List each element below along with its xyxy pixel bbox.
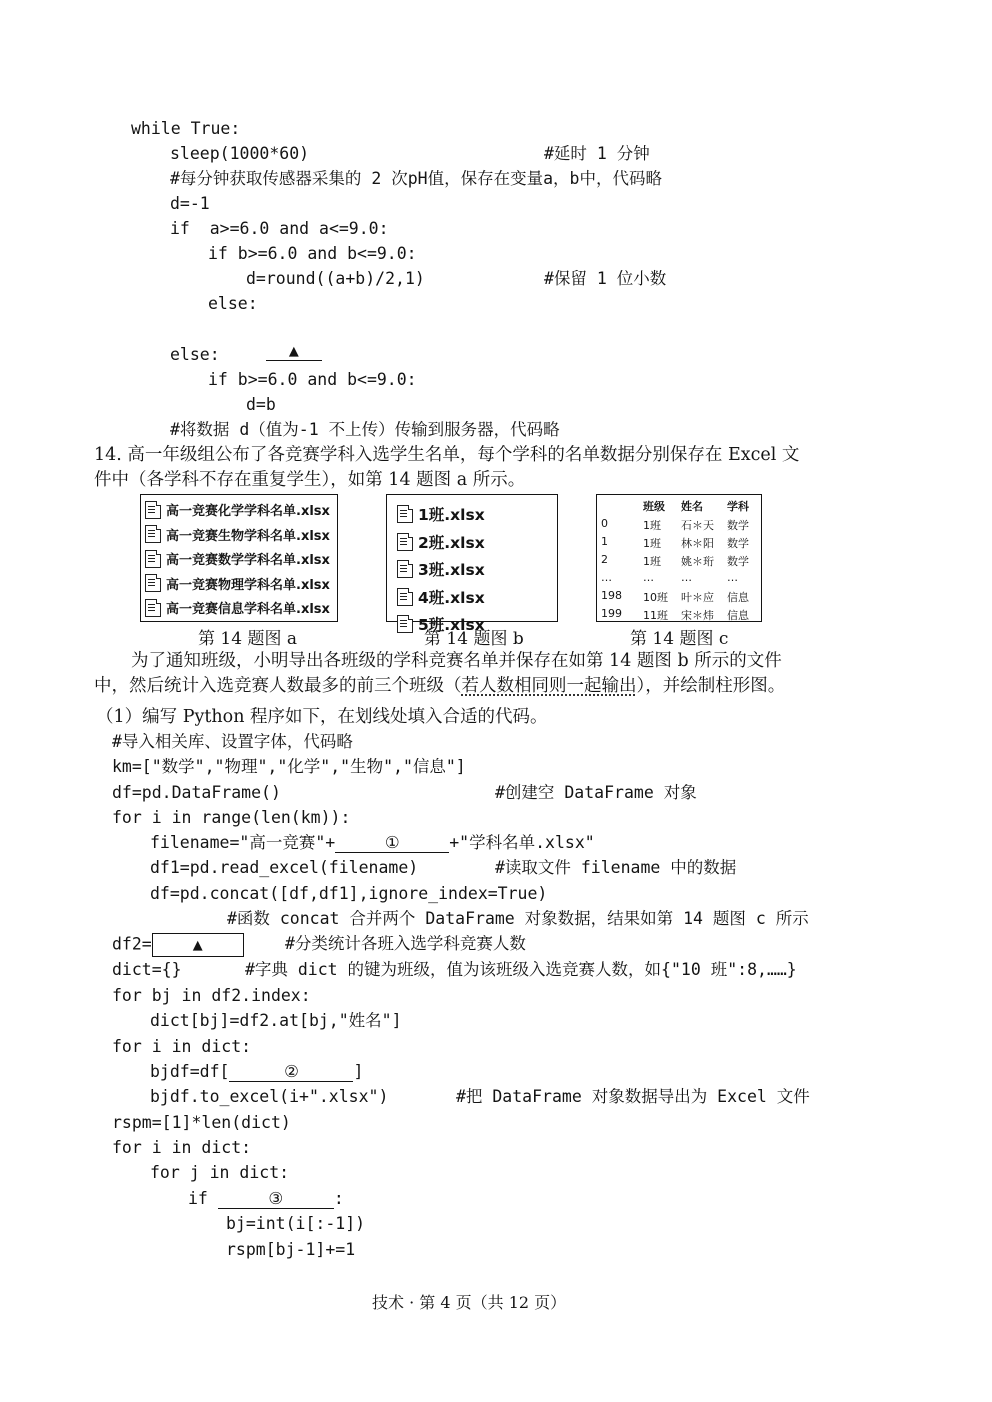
code-comment: #函数 concat 合并两个 DataFrame 对象数据，结果如第 14 题图 c 所示 (227, 909, 809, 928)
code-line-blank-3: if ③ : (188, 1189, 344, 1208)
table-cell: 信息 (727, 591, 749, 604)
excel-file-item: 5班.xlsx (397, 613, 485, 635)
code-line: while True: (131, 119, 241, 138)
table-cell: 1 (601, 535, 608, 548)
code-comment: #创建空 DataFrame 对象 (495, 783, 697, 802)
table-cell: … (727, 571, 738, 584)
table-cell: 10班 (643, 591, 668, 604)
excel-file-item: 高一竞赛数学学科名单.xlsx (145, 549, 330, 568)
table-cell: … (643, 571, 654, 584)
code-comment: #把 DataFrame 对象数据导出为 Excel 文件 (456, 1087, 810, 1106)
table-cell: 宋＊炜 (681, 609, 714, 622)
excel-file-item: 高一竞赛信息学科名单.xlsx (145, 598, 330, 617)
figure-c-dataframe-table (596, 494, 762, 622)
excel-file-item: 高一竞赛物理学科名单.xlsx (145, 574, 330, 593)
table-cell: 数学 (727, 555, 749, 568)
table-cell: 姚＊珩 (681, 555, 714, 568)
excel-file-icon (145, 599, 161, 617)
code-line: km=["数学","物理","化学","生物","信息"] (112, 757, 466, 776)
figure-a-file-list (140, 494, 338, 622)
code-line: df1=pd.read_excel(filename) (150, 858, 419, 877)
code-line: dict[bj]=df2.at[bj,"姓名"] (150, 1011, 402, 1030)
table-cell: 11班 (643, 609, 668, 622)
excel-file-icon (145, 574, 161, 592)
table-cell: 林＊阳 (681, 537, 714, 550)
excel-file-item: 2班.xlsx (397, 531, 485, 553)
q14-paragraph-line2: 中，然后统计入选竞赛人数最多的前三个班级（若人数相同则一起输出），并绘制柱形图。 (94, 676, 786, 696)
table-cell: 石＊天 (681, 519, 714, 532)
excel-file-icon (145, 550, 161, 568)
code-line: d=b (246, 395, 276, 414)
excel-file-icon (145, 501, 161, 519)
excel-file-icon (397, 505, 413, 523)
table-header-cell: 学科 (727, 500, 749, 513)
code-line: else: (170, 345, 220, 364)
table-cell: … (681, 571, 692, 584)
code-comment: #字典 dict 的键为班级，值为该班级入选竞赛人数，如{"10 班":8,……} (245, 960, 797, 979)
page-footer: 技术 · 第 4 页（共 12 页） (372, 1293, 567, 1312)
excel-file-item: 高一竞赛化学学科名单.xlsx (145, 500, 330, 519)
excel-file-icon (397, 615, 413, 633)
figure-b-file-list (386, 494, 558, 634)
code-comment: #延时 1 分钟 (544, 144, 650, 163)
table-cell: 数学 (727, 519, 749, 532)
table-cell: 0 (601, 517, 608, 530)
caption-figure-b: 第 14 题图 b (424, 629, 524, 649)
excel-file-item: 4班.xlsx (397, 586, 485, 608)
code-line: #将数据 d（值为-1 不上传）传输到服务器，代码略 (170, 420, 560, 439)
code-line-blank-1: filename="高一竞赛"+ ① +"学科名单.xlsx" (150, 833, 595, 852)
q14-intro-line1: 14. 高一年级组公布了各竞赛学科入选学生名单，每个学科的名单数据分别保存在 Excel 文 (94, 445, 800, 465)
table-cell: 2 (601, 553, 608, 566)
code-line: for j in dict: (150, 1163, 290, 1182)
code-line: bjdf.to_excel(i+".xlsx") (150, 1087, 389, 1106)
answer-box-triangle: ▲ (152, 933, 244, 957)
code-comment: #保留 1 位小数 (544, 269, 667, 288)
table-cell: 叶＊应 (681, 591, 714, 604)
answer-blank-circle-2: ② (229, 1062, 353, 1082)
code-line: else: (208, 294, 258, 313)
code-line: for i in range(len(km)): (112, 808, 351, 827)
code-line: if a>=6.0 and a<=9.0: (170, 219, 389, 238)
caption-figure-a: 第 14 题图 a (198, 629, 297, 649)
excel-file-item: 1班.xlsx (397, 503, 485, 525)
table-cell: … (601, 571, 612, 584)
table-cell: 信息 (727, 609, 749, 622)
caption-figure-c: 第 14 题图 c (630, 629, 729, 649)
answer-blank-circle-1: ① (335, 833, 449, 853)
excel-file-icon (397, 560, 413, 578)
code-line: dict={} (112, 960, 182, 979)
code-line: for i in dict: (112, 1138, 252, 1157)
code-line: df=pd.concat([df,df1],ignore_index=True) (150, 884, 548, 903)
table-cell: 数学 (727, 537, 749, 550)
table-cell: 1班 (643, 555, 661, 568)
code-line: rspm=[1]*len(dict) (112, 1113, 291, 1132)
sub-question-1: （1）编写 Python 程序如下，在划线处填入合适的代码。 (96, 707, 548, 727)
code-line: if b>=6.0 and b<=9.0: (208, 244, 417, 263)
code-comment: #读取文件 filename 中的数据 (495, 858, 737, 877)
answer-blank-1 (246, 318, 322, 360)
code-line: df=pd.DataFrame() (112, 783, 281, 802)
code-line: if b>=6.0 and b<=9.0: (208, 370, 417, 389)
answer-blank-circle-3: ③ (218, 1189, 334, 1209)
triangle-blank: ▲ (266, 341, 322, 361)
code-line: sleep(1000*60) (170, 144, 310, 163)
table-header-cell: 姓名 (681, 500, 703, 513)
code-line: d=round((a+b)/2,1) (246, 269, 425, 288)
code-line: #导入相关库、设置字体，代码略 (112, 732, 353, 751)
excel-file-item: 高一竞赛生物学科名单.xlsx (145, 525, 330, 544)
code-line: rspm[bj-1]+=1 (226, 1240, 356, 1259)
table-header-cell: 班级 (643, 500, 665, 513)
code-line-blank-2: bjdf=df[ ② ] (150, 1062, 364, 1081)
code-line: bj=int(i[:-1]) (226, 1214, 366, 1233)
excel-file-icon (145, 525, 161, 543)
table-cell: 1班 (643, 519, 661, 532)
table-cell: 1班 (643, 537, 661, 550)
q14-paragraph-line1: 为了通知班级，小明导出各班级的学科竞赛名单并保存在如第 14 题图 b 所示的文件 (131, 651, 782, 671)
code-line: d=-1 (170, 194, 210, 213)
code-comment: #分类统计各班入选学科竞赛人数 (285, 934, 526, 953)
table-cell: 199 (601, 607, 622, 620)
excel-file-item: 3班.xlsx (397, 558, 485, 580)
code-line: #每分钟获取传感器采集的 2 次pH值，保存在变量a，b中，代码略 (170, 169, 662, 188)
table-cell: 198 (601, 589, 622, 602)
code-line-boxed-blank: df2= ▲ (112, 933, 244, 955)
excel-file-icon (397, 533, 413, 551)
code-line: for bj in df2.index: (112, 986, 311, 1005)
q14-intro-line2: 件中（各学科不存在重复学生），如第 14 题图 a 所示。 (94, 470, 526, 490)
code-line: for i in dict: (112, 1037, 252, 1056)
excel-file-icon (397, 588, 413, 606)
